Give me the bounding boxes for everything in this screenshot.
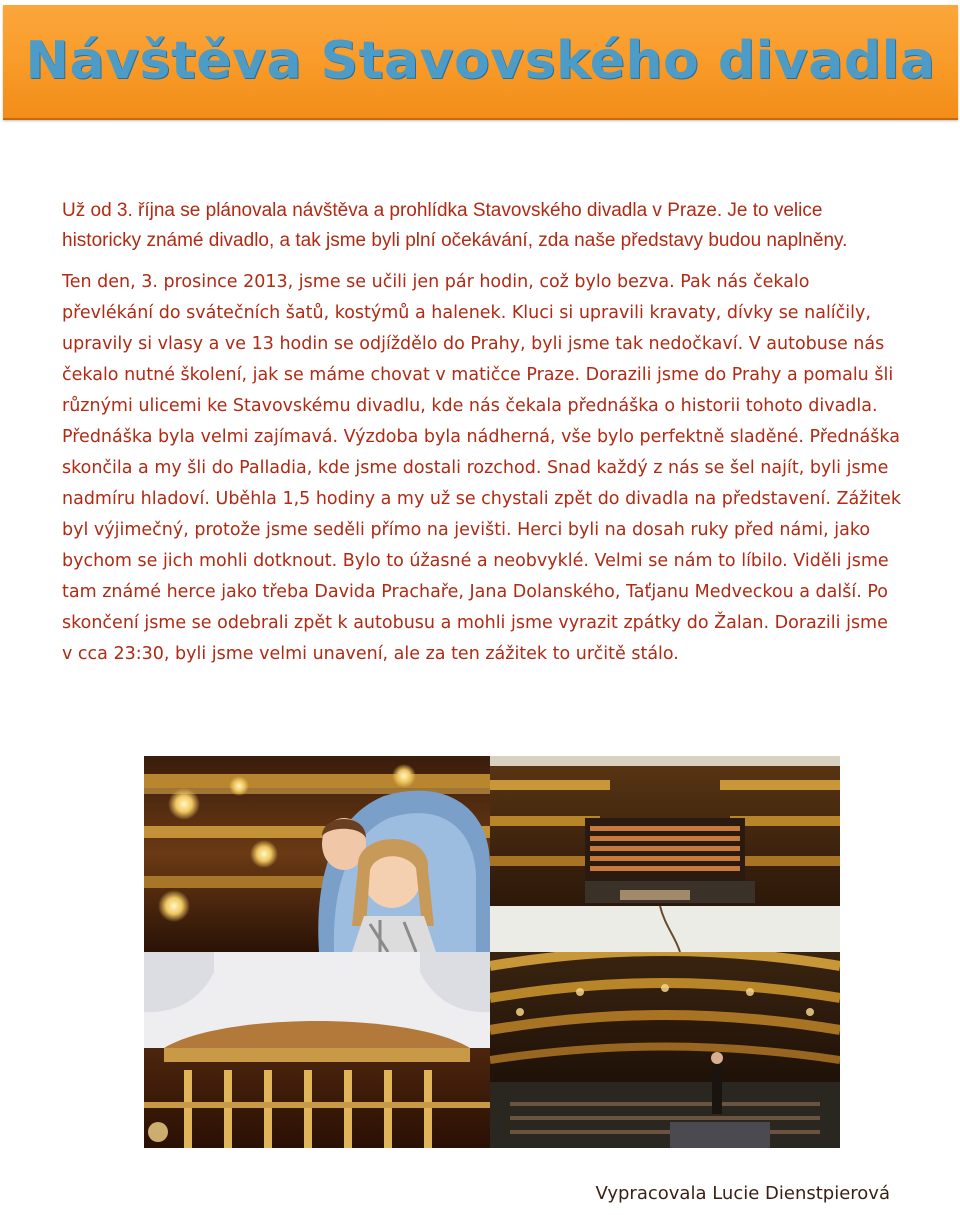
- title-banner: [3, 5, 958, 120]
- page-title: Návštěva Stavovského divadla: [25, 31, 936, 91]
- author-signature: Vypracovala Lucie Dienstpierová: [595, 1183, 890, 1204]
- photo-girls-in-box: [144, 756, 490, 952]
- article-body: [62, 196, 902, 670]
- photo-royal-box: [144, 952, 490, 1148]
- photo-auditorium-from-stage: [490, 952, 840, 1148]
- intro-paragraph: Už od 3. října se plánovala návštěva a prohlídka Stavovského divadla v Praze. Je to velice historicky známé divadlo, a tak jsme byli plní očekávání, zda naše představy budou naplněny.: [62, 200, 848, 251]
- photo-collage: [144, 756, 840, 1148]
- photo-stage-from-boxes: [490, 756, 840, 952]
- story-paragraph: Ten den, 3. prosince 2013, jsme se učili jen pár hodin, což bylo bezva. Pak nás čekalo převlékání do svátečních šatů, kostýmů a halenek. Kluci si upravili kravaty, dívky se nalíčily, upravily si vlasy a ve 13 hodin se odjíždělo do Prahy, byli jsme tak nedočkaví. V autobuse nás čekalo nutné školení, jak se máme chovat v matičce Praze. Dorazili jsme do Prahy a pomalu šli různými ulicemi ke Stavovskému divadlu, kde nás čekala přednáška o historii tohoto divadla. Přednáška byla velmi zajímavá. Výzdoba byla nádherná, vše bylo perfektně sladěné. Přednáška skončila a my šli do Palladia, kde jsme dostali rozchod. Snad každý z nás se šel najít, byli jsme nadmíru hladoví. Uběhla 1,5 hodiny a my už se chystali zpět do divadla na představení. Zážitek byl výjimečný, protože jsme seděli přímo na jevišti. Herci byli na dosah ruky před námi, jako bychom se jich mohli dotknout. Bylo to úžasné a neobvyklé. Velmi se nám to líbilo. Viděli jsme tam známé herce jako třeba Davida Prachaře, Jana Dolanského, Taťjanu Medveckou a další. Po skončení jsme se odebrali zpět k autobusu a mohli jsme vyrazit zpátky do Žalan. Dorazili jsme v cca 23:30, byli jsme velmi unavení, ale za ten zážitek to určitě stálo.: [62, 272, 901, 664]
